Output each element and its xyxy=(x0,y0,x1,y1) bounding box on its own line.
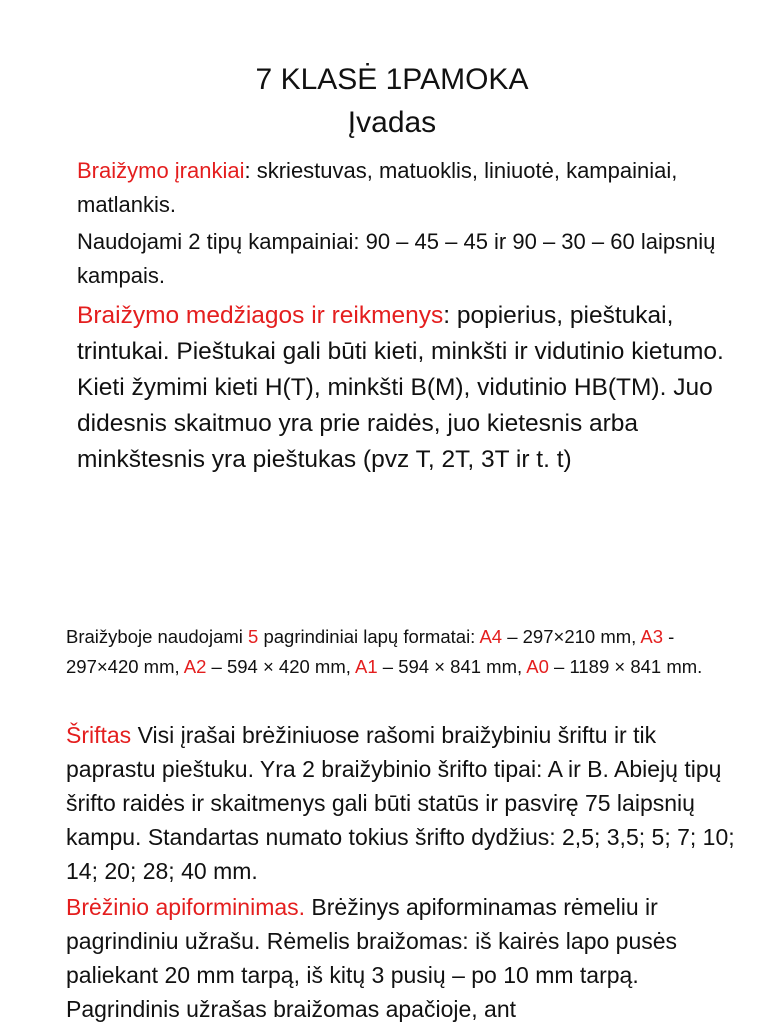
tools-term: Braižymo įrankiai xyxy=(77,158,245,183)
layout-dot: . xyxy=(298,894,306,920)
formats-text-6: – 594 × 841 mm, xyxy=(377,656,527,677)
layout-paragraph xyxy=(66,890,746,1026)
formats-text-7: – 1189 × 841 mm. xyxy=(548,656,703,677)
formats-text-5: – 594 × 420 mm, xyxy=(206,656,356,677)
materials-paragraph xyxy=(77,298,727,478)
format-a3: A3 xyxy=(640,626,664,647)
font-text: Visi įrašai brėžiniuose rašomi braižybiniu šriftu ir tik paprastu pieštuku. Yra 2 braižybinio šrifto tipai: A ir B. Abiejų tipų šrifto raidės ir skaitmenys gali būti statūs ir pasvirę 75 laipsnių kampu. Standartas numato tokius šrifto dydžius: 2,5; 3,5; 5; 7; 10; 14; 20; 28; 40 mm. xyxy=(66,722,735,884)
triangles-paragraph: Naudojami 2 tipų kampainiai: 90 – 45 – 45 ir 90 – 30 – 60 laipsnių kampais. xyxy=(77,229,716,288)
format-a0: A0 xyxy=(526,656,549,677)
format-a4: A4 xyxy=(479,626,503,647)
format-a2: A2 xyxy=(183,656,207,677)
formats-paragraph xyxy=(66,622,746,682)
formats-text-1: Braižyboje naudojami xyxy=(66,626,249,647)
page-title: 7 KLASĖ 1PAMOKA xyxy=(255,63,529,96)
page-subtitle: Įvadas xyxy=(347,106,437,139)
formats-text-4: - 297×420 mm, xyxy=(66,626,675,677)
materials-term: Braižymo medžiagos ir reikmenys xyxy=(77,302,444,329)
layout-term: Brėžinio apiforminimas xyxy=(66,894,299,920)
tools-text: : skriestuvas, matuoklis, liniuotė, kampainiai, matlankis. xyxy=(77,158,678,217)
format-a1: A1 xyxy=(355,656,378,677)
layout-text: Brėžinys apiforminamas rėmeliu ir pagrindiniu užrašu. Rėmelis braižomas: iš kairės lapo pusės paliekant 20 mm tarpą, iš kitų 3 pusių – po 10 mm tarpą. Pagrindinis užrašas braižomas apačioje, ant xyxy=(66,894,678,1022)
font-term: Šriftas xyxy=(66,722,132,748)
tools-paragraph xyxy=(77,154,727,222)
formats-text-2: pagrindiniai lapų formatai: xyxy=(258,626,480,647)
font-paragraph xyxy=(66,718,746,888)
materials-text: : popierius, pieštukai, trintukai. Pieštukai gali būti kieti, minkšti ir vidutinio kietumo. Kieti žymimi kieti H(T), minkšti B(M), vidutinio HB(TM). Juo didesnis skaitmuo yra prie raidės, juo kietesnis arba minkštesnis yra pieštukas (pvz T, 2T, 3T ir t. t) xyxy=(77,302,724,473)
formats-text-3: – 297×210 mm, xyxy=(502,626,641,647)
formats-count: 5 xyxy=(248,626,259,647)
